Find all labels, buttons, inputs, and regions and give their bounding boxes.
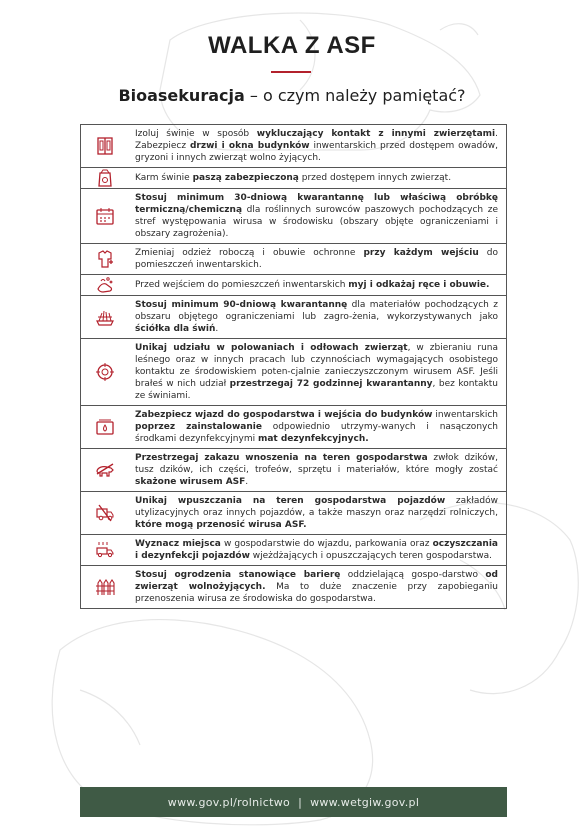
footer-bar — [80, 787, 507, 817]
rule-text-span: . — [215, 324, 219, 334]
rule-icon-cell — [81, 540, 129, 560]
rule-text — [129, 449, 506, 491]
rule-text-span: odpowiednio utrzymy-wanych i nasączonych środkami dezynfekcyjnymi — [135, 422, 498, 444]
footer-separator: | — [298, 795, 303, 809]
rule-text — [129, 169, 506, 187]
rule-text-span: Izoluj świnie w sposób — [135, 129, 257, 139]
disinfection-mat-icon — [95, 417, 115, 437]
rule-text-span: , bez kontaktu ze świniami. — [135, 379, 498, 401]
rule-row — [81, 125, 506, 168]
rule-text-bold: Wyznacz miejsca — [135, 539, 221, 549]
rule-text — [129, 296, 506, 338]
rule-row — [81, 406, 506, 449]
rule-icon-cell — [81, 206, 129, 226]
crosshair-icon — [95, 362, 115, 382]
clothes-icon — [95, 249, 115, 269]
rule-text-bold: przy każdym wejściu — [363, 248, 479, 258]
rule-text-bold: paszą zabezpieczoną — [192, 173, 299, 183]
rule-text-span: . Zabezpiecz — [135, 129, 498, 151]
rule-row — [81, 189, 506, 244]
rule-text-span: Zmieniaj odzież roboczą i obuwie ochronne — [135, 248, 364, 258]
fence-icon — [95, 577, 115, 597]
rule-icon-cell — [81, 577, 129, 597]
rule-icon-cell — [81, 460, 129, 480]
rule-text-span: przed dostępem innych zwierząt. — [298, 173, 452, 183]
rule-text-bold: wykluczający kontakt z innymi zwierzętami — [256, 129, 496, 139]
rule-text-span: Karm świnie — [135, 173, 193, 183]
rule-text-bold: Stosuj ogrodzenia stanowiące barierę — [135, 570, 341, 580]
rule-text-bold: mat dezynfekcyjnych. — [257, 434, 369, 444]
rule-text-span: zakładów utylizacyjnych oraz innych pojazdów, a także maszyn oraz narzędzi rolniczych, — [135, 496, 498, 518]
rule-text-span: do pomieszczeń inwentarskich. — [135, 248, 498, 270]
vehicle-disinfection-icon — [95, 540, 115, 560]
rule-text-bold: poprzez zainstalowanie — [135, 422, 262, 432]
rule-icon-cell — [81, 307, 129, 327]
rule-icon-cell — [81, 362, 129, 382]
rule-text-span: w gospodarstwie do wjazdu, parkowania oraz — [220, 539, 433, 549]
rule-text-bold: myj i odkażaj ręce i obuwie. — [348, 280, 490, 290]
rule-text-span: oddzielającą gospo-darstwo — [340, 570, 486, 580]
rule-row — [81, 492, 506, 535]
rule-row — [81, 244, 506, 275]
rule-text — [129, 566, 506, 608]
hand-wash-icon — [95, 275, 115, 295]
feed-bag-icon — [95, 168, 115, 188]
rule-text-bold: Przestrzegaj zakazu wnoszenia na teren gospodarstwa — [135, 453, 428, 463]
truck-icon — [95, 503, 115, 523]
rule-row — [81, 168, 506, 189]
rule-text-bold: od zwierząt wolnożyjących. — [135, 570, 499, 592]
rule-text — [129, 339, 506, 405]
rules-table — [80, 124, 507, 609]
rule-text — [129, 189, 506, 243]
rule-text — [129, 535, 506, 565]
rule-text-span: . — [245, 477, 249, 487]
footer-link-rolnictwo[interactable]: www.gov.pl/rolnictwo — [167, 795, 291, 809]
rule-text-bold: przestrzegaj 72 godzinnej kwarantanny — [229, 379, 433, 389]
rule-text-span: inwentarskich przed dostępem owadów, gryzoni i innych zwierząt wolno żyjących. — [135, 141, 498, 163]
rule-text-bold: Unikaj udziału w polowaniach i odłowach zwierząt — [135, 343, 408, 353]
rule-text-bold: ściółka dla świń — [135, 324, 216, 334]
rule-text-bold: które mogą przenosić wirusa ASF. — [135, 520, 307, 530]
rule-row — [81, 449, 506, 492]
page-title: WALKA Z ASF — [208, 32, 376, 59]
rule-icon-cell — [81, 417, 129, 437]
subtitle-rest: – o czym należy pamiętać? — [244, 86, 466, 105]
rule-text — [129, 244, 506, 274]
rule-text-bold: Unikaj wpuszczania na teren gospodarstwa pojazdów — [135, 496, 446, 506]
rule-icon-cell — [81, 503, 129, 523]
rule-text-bold: oczyszczania i dezynfekcji pojazdów — [135, 539, 498, 561]
title-underline — [271, 71, 311, 73]
boar-icon — [95, 460, 115, 480]
rule-text — [129, 125, 506, 167]
footer-link-wetgiw[interactable]: www.wetgiw.gov.pl — [310, 795, 420, 809]
rule-text-span: , w zbieraniu runa leśnego oraz w innych pracach lub czynnościach wymagających osobistego kontaktu ze środowiskiem poten-cjalnie zanieczyszczonym wirusem ASF. Jeśli brałeś w nich udział — [135, 343, 498, 389]
door-icon — [95, 136, 115, 156]
rule-text-bold: Stosuj minimum 90-dniową kwarantannę — [135, 300, 348, 310]
rule-icon-cell — [81, 249, 129, 269]
rule-row — [81, 339, 506, 406]
subtitle — [0, 86, 584, 105]
rule-text-span: wjeżdżających i opuszczających teren gospodarstwa. — [249, 551, 492, 561]
rule-row — [81, 566, 506, 608]
rule-text-span: inwentarskich — [432, 410, 498, 420]
rule-text-bold: Zabezpiecz wjazd do gospodarstwa i wejścia do budynków — [135, 410, 433, 420]
straw-icon — [95, 307, 115, 327]
rule-icon-cell — [81, 275, 129, 295]
rule-row — [81, 275, 506, 296]
rule-row — [81, 535, 506, 566]
rule-row — [81, 296, 506, 339]
rule-icon-cell — [81, 136, 129, 156]
rule-text-span: dla materiałów pochodzących z obszaru objętego ograniczeniami lub zagro-żenia, wykorzystywanych jako — [135, 300, 498, 322]
rule-text-bold: drzwi i okna budynków — [189, 141, 310, 151]
rule-text-span: Ma to duże znaczenie przy zapobieganiu przenoszenia wirusa ze środowiska do gospodarstwa. — [135, 582, 498, 604]
rule-text — [129, 276, 506, 294]
calendar-icon — [95, 206, 115, 226]
subtitle-bold: Bioasekuracja — [118, 86, 245, 105]
rule-text-span: dla roślinnych surowców paszowych pochodzących ze stref występowania wirusa w środowisku (obszary objęte ograniczeniami i obszary zagrożenia). — [135, 205, 498, 239]
rule-text-span: zwłok dzików, tusz dzików, ich części, trofeów, sprzętu i materiałów, które mogły zostać — [135, 453, 499, 475]
rule-text — [129, 492, 506, 534]
rule-icon-cell — [81, 168, 129, 188]
rule-text — [129, 406, 506, 448]
rule-text-span: Przed wejściem do pomieszczeń inwentarskich — [135, 280, 349, 290]
rule-text-bold: Stosuj minimum 30-dniową kwarantannę lub właściwą obróbkę termiczną/chemiczną — [135, 193, 498, 215]
rule-text-bold: skażone wirusem ASF — [135, 477, 246, 487]
